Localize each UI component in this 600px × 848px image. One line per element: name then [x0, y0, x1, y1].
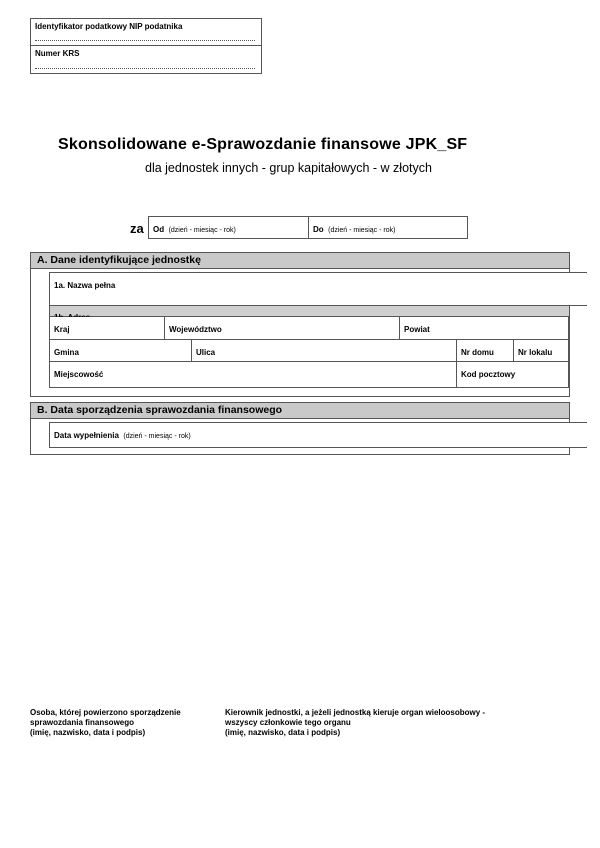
nip-label: Identyfikator podatkowy NIP podatnika	[35, 22, 183, 31]
field-miejscowosc[interactable]	[50, 362, 457, 387]
signature-note-line: Osoba, której powierzono sporządzenie	[30, 708, 181, 717]
miejscowosc-label: Miejscowość	[54, 370, 104, 379]
taxpayer-id-box	[30, 18, 262, 74]
za-label: za	[130, 221, 144, 236]
section-b-header: B. Data sporządzenia sprawozdania finansowego	[30, 402, 570, 419]
nazwa-pelna-label: 1a. Nazwa pełna	[54, 281, 116, 290]
field-powiat[interactable]	[400, 317, 569, 339]
address-row-3	[49, 362, 569, 388]
period-box	[148, 216, 468, 239]
gmina-label: Gmina	[54, 348, 79, 357]
kraj-label: Kraj	[54, 325, 70, 334]
wojewodztwo-label: Województwo	[169, 325, 222, 334]
signature-note-line: (imię, nazwisko, data i podpis)	[30, 728, 146, 737]
signature-note-manager	[225, 708, 565, 738]
field-nazwa-pelna[interactable]	[49, 272, 587, 306]
data-wypelnienia-label: Data wypełnienia	[54, 431, 119, 440]
field-data-wypelnienia[interactable]	[49, 422, 587, 448]
field-ulica[interactable]	[192, 340, 457, 361]
krs-field[interactable]	[31, 46, 261, 73]
nr-domu-label: Nr domu	[461, 348, 494, 357]
nip-input-line[interactable]	[35, 40, 255, 41]
kod-pocztowy-label: Kod pocztowy	[461, 370, 516, 379]
signature-note-line: sprawozdania finansowego	[30, 718, 135, 727]
data-wypelnienia-hint: (dzień - miesiąc - rok)	[123, 433, 191, 440]
field-kod-pocztowy[interactable]	[457, 362, 569, 387]
section-a-header: A. Dane identyfikujące jednostkę	[30, 252, 570, 269]
krs-input-line[interactable]	[35, 68, 255, 69]
date-from-hint: (dzień - miesiąc - rok)	[168, 227, 236, 234]
nr-lokalu-label: Nr lokalu	[518, 348, 553, 357]
date-from-label: Od	[153, 225, 165, 234]
field-nr-lokalu[interactable]	[514, 340, 569, 361]
date-to-hint: (dzień - miesiąc - rok)	[328, 227, 396, 234]
date-from-field[interactable]	[149, 217, 308, 238]
date-to-field[interactable]	[308, 217, 467, 238]
form-title: Skonsolidowane e-Sprawozdanie finansowe JPK_SF	[58, 136, 468, 153]
nip-field[interactable]	[31, 19, 261, 46]
adres-subheader	[49, 306, 569, 317]
address-row-1	[49, 317, 569, 340]
signature-note-line: (imię, nazwisko, data i podpis)	[225, 728, 341, 737]
address-row-2	[49, 340, 569, 362]
signature-note-line: Kierownik jednostki, a jeżeli jednostką kieruje organ wieloosobowy -	[225, 708, 486, 717]
powiat-label: Powiat	[404, 325, 430, 334]
krs-label: Numer KRS	[35, 49, 80, 58]
date-to-label: Do	[313, 225, 324, 234]
signature-note-preparer	[30, 708, 215, 738]
field-gmina[interactable]	[50, 340, 192, 361]
form-subtitle: dla jednostek innych - grup kapitałowych - w złotych	[145, 161, 432, 175]
field-kraj[interactable]	[50, 317, 165, 339]
field-nr-domu[interactable]	[457, 340, 514, 361]
ulica-label: Ulica	[196, 348, 216, 357]
field-wojewodztwo[interactable]	[165, 317, 400, 339]
section-b-body	[30, 419, 570, 455]
section-a-body	[30, 269, 570, 397]
signature-note-line: wszyscy członkowie tego organu	[225, 718, 351, 727]
